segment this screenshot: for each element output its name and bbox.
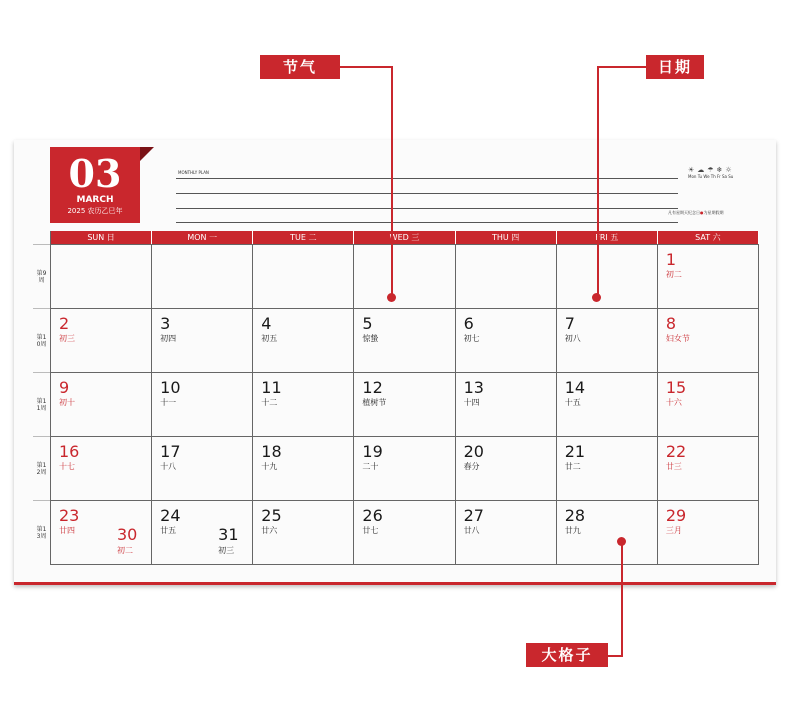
callout-dagezi: 大格子 (526, 643, 608, 667)
week-column (33, 244, 50, 564)
callout-dot (592, 293, 601, 302)
lunar-label: 十八 (160, 462, 177, 471)
day-cell (152, 500, 253, 564)
day-number: 23 (59, 506, 80, 525)
day-number: 1 (665, 250, 677, 269)
day-cell (354, 244, 455, 308)
day-cell (557, 436, 658, 500)
day-number: 22 (665, 442, 687, 461)
day-number: 15 (665, 378, 687, 397)
day-cell (658, 308, 759, 372)
lunar-label: 初七 (463, 334, 480, 343)
weekday-header: MON 一 (152, 231, 253, 244)
weather-strip (688, 166, 756, 186)
day-number: 25 (261, 506, 282, 525)
lunar-label: 廿四 (59, 526, 75, 535)
day-cell (456, 244, 557, 308)
lunar-label: 初五 (261, 334, 278, 343)
lunar-label: 初四 (160, 334, 177, 343)
callout-line (621, 541, 623, 656)
lunar-label: 十五 (564, 398, 581, 407)
day-number: 11 (261, 378, 282, 397)
lunar-label: 廿五 (160, 526, 177, 535)
day-cell (51, 500, 152, 564)
lunar-label: 十六 (665, 398, 682, 407)
callout-line (608, 655, 623, 657)
plan-line (176, 178, 678, 179)
day-cell (51, 436, 152, 500)
day-cell (51, 308, 152, 372)
day-number: 30 (117, 525, 138, 544)
day-cell (658, 436, 759, 500)
weekday-header: TUE 二 (253, 231, 354, 244)
day-cell (253, 244, 354, 308)
day-number: 10 (160, 378, 181, 397)
day-number: 20 (463, 442, 484, 461)
note-text: 凡有星期天纪念日 (668, 210, 700, 215)
day-number: 27 (463, 506, 484, 525)
day-number: 13 (463, 378, 484, 397)
callout-riqi: 日期 (646, 55, 704, 79)
lunar-label: 十一 (160, 398, 177, 407)
day-number: 31 (218, 525, 239, 544)
week-label: 第12周 (33, 436, 50, 500)
lunar-label: 廿三 (665, 462, 682, 471)
month-tag (50, 147, 140, 223)
day-cell (557, 308, 658, 372)
lunar-label: 初三 (59, 334, 75, 343)
note-dot-icon: ● (700, 210, 704, 215)
lunar-label: 初八 (564, 334, 581, 343)
lunar-label: 二十 (362, 462, 379, 471)
day-cell (456, 436, 557, 500)
lunar-label: 廿六 (261, 526, 278, 535)
lunar-label: 廿九 (564, 526, 581, 535)
week-label: 第10周 (33, 308, 50, 372)
day-number: 3 (160, 314, 171, 333)
day-number: 19 (362, 442, 383, 461)
day-cell (557, 244, 658, 308)
lunar-label: 十四 (463, 398, 480, 407)
lunar-label: 十九 (261, 462, 278, 471)
day-cell (456, 308, 557, 372)
plan-line (176, 193, 678, 194)
day-number: 2 (59, 314, 70, 333)
callout-dot (387, 293, 396, 302)
lunar-label: 廿七 (362, 526, 379, 535)
callout-jieqi: 节气 (260, 55, 340, 79)
lunar-label: 三月 (665, 526, 682, 535)
lunar-label: 初三 (218, 546, 235, 555)
callout-line (597, 66, 599, 296)
day-cell (152, 308, 253, 372)
day-number: 8 (665, 314, 677, 333)
day-cell (354, 372, 455, 436)
weekday-header: FRI 五 (557, 231, 658, 244)
note-text: 为星期假期 (703, 210, 724, 215)
day-cell (658, 244, 759, 308)
day-number: 12 (362, 378, 383, 397)
day-cell (354, 436, 455, 500)
day-number: 18 (261, 442, 282, 461)
day-cell (557, 372, 658, 436)
plan-line (176, 208, 678, 209)
lunar-label: 初二 (665, 270, 682, 279)
lunar-label: 惊蛰 (362, 334, 379, 343)
lunar-label: 妇女节 (665, 334, 690, 343)
day-number: 4 (261, 314, 272, 333)
lunar-label: 初十 (59, 398, 75, 407)
callout-line (597, 66, 646, 68)
day-cell (354, 500, 455, 564)
day-cell (557, 500, 658, 564)
plan-title: MONTHLY PLAN (178, 170, 209, 175)
day-cell (152, 436, 253, 500)
weather-icon: ☀☁☂❄☼ (688, 166, 735, 174)
day-cell (253, 436, 354, 500)
week-label: 第13周 (33, 500, 50, 564)
lunar-label: 植树节 (362, 398, 387, 407)
lunar-label: 十二 (261, 398, 278, 407)
plan-line (176, 222, 678, 223)
day-number: 29 (665, 506, 687, 525)
day-number: 6 (463, 314, 474, 333)
lunar-label: 廿二 (564, 462, 581, 471)
day-number: 16 (59, 442, 80, 461)
weather-days: Mon Tu We Th Fr Sa Su (688, 174, 734, 179)
day-cell (51, 372, 152, 436)
lunar-label: 十七 (59, 462, 75, 471)
day-number: 14 (564, 378, 586, 397)
callout-line (391, 66, 393, 296)
week-label: 第11周 (33, 372, 50, 436)
week-label: 第9周 (33, 244, 50, 308)
lunar-label: 廿八 (463, 526, 480, 535)
day-cell (658, 372, 759, 436)
day-cell (658, 500, 759, 564)
day-cell (253, 500, 354, 564)
day-cell (456, 372, 557, 436)
day-cell (51, 244, 152, 308)
day-cell (253, 372, 354, 436)
day-cell (152, 244, 253, 308)
day-number: 9 (59, 378, 70, 397)
callout-line (340, 66, 392, 68)
day-number: 28 (564, 506, 586, 525)
weekday-header: SUN 日 (51, 231, 152, 244)
day-cell (152, 372, 253, 436)
month-english: MARCH (76, 195, 114, 205)
lunar-label: 春分 (463, 462, 480, 471)
day-cell (354, 308, 455, 372)
lunar-label: 初二 (117, 546, 133, 555)
day-number: 17 (160, 442, 181, 461)
lunar-year: 2025 农历乙巳年 (67, 207, 123, 215)
day-number: 21 (564, 442, 586, 461)
weekday-header: WED 三 (354, 231, 455, 244)
note-line (668, 210, 724, 216)
calendar-grid (50, 231, 759, 565)
day-cell (253, 308, 354, 372)
day-number: 5 (362, 314, 373, 333)
month-tag-fold (140, 147, 154, 161)
weekday-header: THU 四 (456, 231, 557, 244)
day-number: 7 (564, 314, 575, 333)
day-cell (456, 500, 557, 564)
weekday-header: SAT 六 (658, 231, 759, 244)
month-number: 03 (68, 151, 122, 196)
day-number: 24 (160, 506, 181, 525)
day-number: 26 (362, 506, 383, 525)
